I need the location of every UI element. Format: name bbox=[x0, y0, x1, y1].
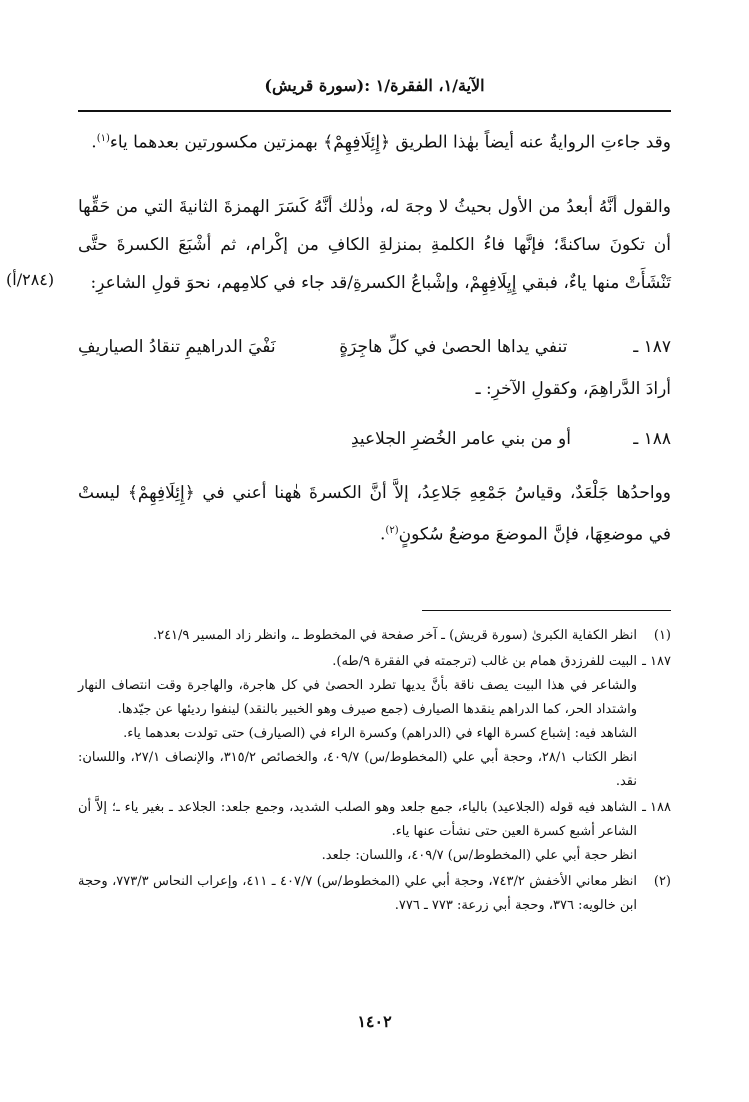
paragraph-1: وقد جاءتِ الروايةُ عنه أيضاً بهٰذا الطريق ﴿إِئِلَافِهِمْ﴾ بهمزتين مكسورتين بعدهما ياء$^{(١)}$. bbox=[91, 132, 671, 153]
footnote-188-line-1: الشاهد فيه قوله (الجلاعيد) بالياء، جمع جلعد وهو الصلب الشديد، وجمع جلعد: الجلاعد ـ بغير ياء ـ؛ إلاَّ أن الشاعر أشبع كسرة العين حتى نشأت عنها ياء. bbox=[78, 800, 637, 839]
footnote-1-mark: (١) bbox=[653, 628, 671, 643]
main-text bbox=[78, 120, 671, 579]
footnotes bbox=[78, 624, 671, 920]
verse-188-text: أو من بني عامر الخُضرِ الجلاعيدِ bbox=[350, 428, 571, 449]
footnote-187-line-3: الشاهد فيه: إشباع كسرة الهاء في (الدراهم) وكسرة الراء في (الصيارف) حتى تولدت بعدهما ياء. bbox=[123, 726, 637, 741]
footnote-2-line-1: انظر معاني الأخفش ٧٤٣/٢، وحجة أبي علي (المخطوط/س) ٤٠٧/٧ ـ ٤١١، وإعراب النحاس ٧٧٣/٣، وحجة ابن خالويه: ٣٧٦، وحجة أبي زرعة: ٧٧٣ ـ ٧٧٦. bbox=[78, 874, 637, 913]
page-number: ١٤٠٢ bbox=[357, 1012, 392, 1031]
paragraph-1-text: وقد جاءتِ الروايةُ عنه أيضاً بهٰذا الطريق ﴿إِئِلَافِهِمْ﴾ بهمزتين مكسورتين بعدهما ياء bbox=[109, 132, 671, 153]
verse-187 bbox=[78, 328, 671, 366]
footnote-ref-1: (١) bbox=[96, 133, 110, 144]
footnote-separator bbox=[422, 610, 671, 611]
paragraph-3: أرادَ الدَّراهِمَ، وكقولِ الآخرِ: ـ bbox=[475, 378, 671, 399]
verse-187-first-hemistich: تنفي يداها الحصىٰ في كلِّ هاجِرَةٍ bbox=[339, 336, 568, 357]
footnote-ref-2: (٢) bbox=[385, 524, 399, 536]
verse-187-number: ١٨٧ ـ bbox=[633, 336, 671, 357]
footnote-188-mark: ١٨٨ ـ bbox=[642, 800, 671, 815]
footnote-1 bbox=[78, 624, 671, 648]
verse-188 bbox=[78, 420, 671, 458]
footnote-187 bbox=[78, 650, 671, 794]
footnote-187-line-2: والشاعر في هذا البيت يصف ناقة بأنَّ يديها تطرد الحصىٰ في كل هاجرة، والهاجرة وقت انتصاف النهار واشتداد الحر، كما الدراهم ينقدها الصيارف (جمع صيرف وهو الخبير بالنقد) لينفوا رديئها عن جيّدها. bbox=[78, 678, 637, 717]
footnote-188 bbox=[78, 796, 671, 868]
header-rule bbox=[78, 110, 671, 112]
paragraph-4: وواحدُها جَلْعَدٌ، وقياسُ جَمْعِهِ جَلاعِدُ، إلاَّ أنَّ الكسرةَ هٰهنا أعني في ﴿إِئِلَافِهِمْ﴾ ليستْ في موضعِهَا، فإنَّ الموضعَ موضعُ سُكونٍ$^{(٢)}$. bbox=[78, 482, 671, 545]
footnote-1-line-1: انظر الكفاية الكبرىٰ (سورة قريش) ـ آخر صفحة في المخطوط ـ، وانظر زاد المسير ٢٤١/٩. bbox=[152, 628, 637, 643]
footnote-187-mark: ١٨٧ ـ bbox=[642, 654, 671, 669]
footnote-188-line-2: انظر حجة أبي علي (المخطوط/س) ٤٠٩/٧، واللسان: جلعد. bbox=[321, 848, 637, 863]
footnote-187-line-1: البيت للفرزدق همام بن غالب (ترجمته في الفقرة ٩/طه). bbox=[332, 654, 637, 669]
footnote-2-mark: (٢) bbox=[653, 874, 671, 889]
paragraph-2: والقول أنَّهُ أبعدُ من الأول بحيثُ لا وجهَ له، وذٰلك أنَّهُ كَسَرَ الهمزةَ الثانيةَ التي من حَقِّها أن تكونَ ساكنةً؛ فإنَّها فاءُ الكلمةِ بمنزلةِ الكافِ من إكْرام، ثم أشْبَعَ الكسرةَ حتَّى تَنْشَأَتْ منها ياءٌ، فبقي إِيِلَافِهِمْ، وإشْباعُ الكسرةِ/قد جاء في كلامِهم، نحوَ قولِ الشاعرِ: bbox=[78, 196, 671, 293]
running-header: (سورة قريش): الآية/١، الفقرة/١ bbox=[264, 76, 485, 95]
footnote-187-line-4: انظر الكتاب ٢٨/١، وحجة أبي علي (المخطوط/س) ٤٠٩/٧، والخصائص ٣١٥/٢، والإنصاف ٢٧/١، واللسان: نقد. bbox=[78, 750, 637, 789]
paragraph-4-text: وواحدُها جَلْعَدٌ، وقياسُ جَمْعِهِ جَلاعِدُ، إلاَّ أنَّ الكسرةَ هٰهنا أعني في ﴿إِئِلَافِهِمْ﴾ ليستْ في موضعِهَا، فإنَّ الموضعَ موضعُ سُكونٍ bbox=[78, 482, 671, 545]
verse-188-number: ١٨٨ ـ bbox=[633, 428, 671, 449]
verse-187-second-hemistich: نَفْيَ الدراهيمِ تنقادُ الصياريفِ bbox=[78, 336, 276, 357]
footnote-2 bbox=[78, 870, 671, 918]
manuscript-folio-note: (٢٨٤/أ) bbox=[6, 270, 55, 289]
